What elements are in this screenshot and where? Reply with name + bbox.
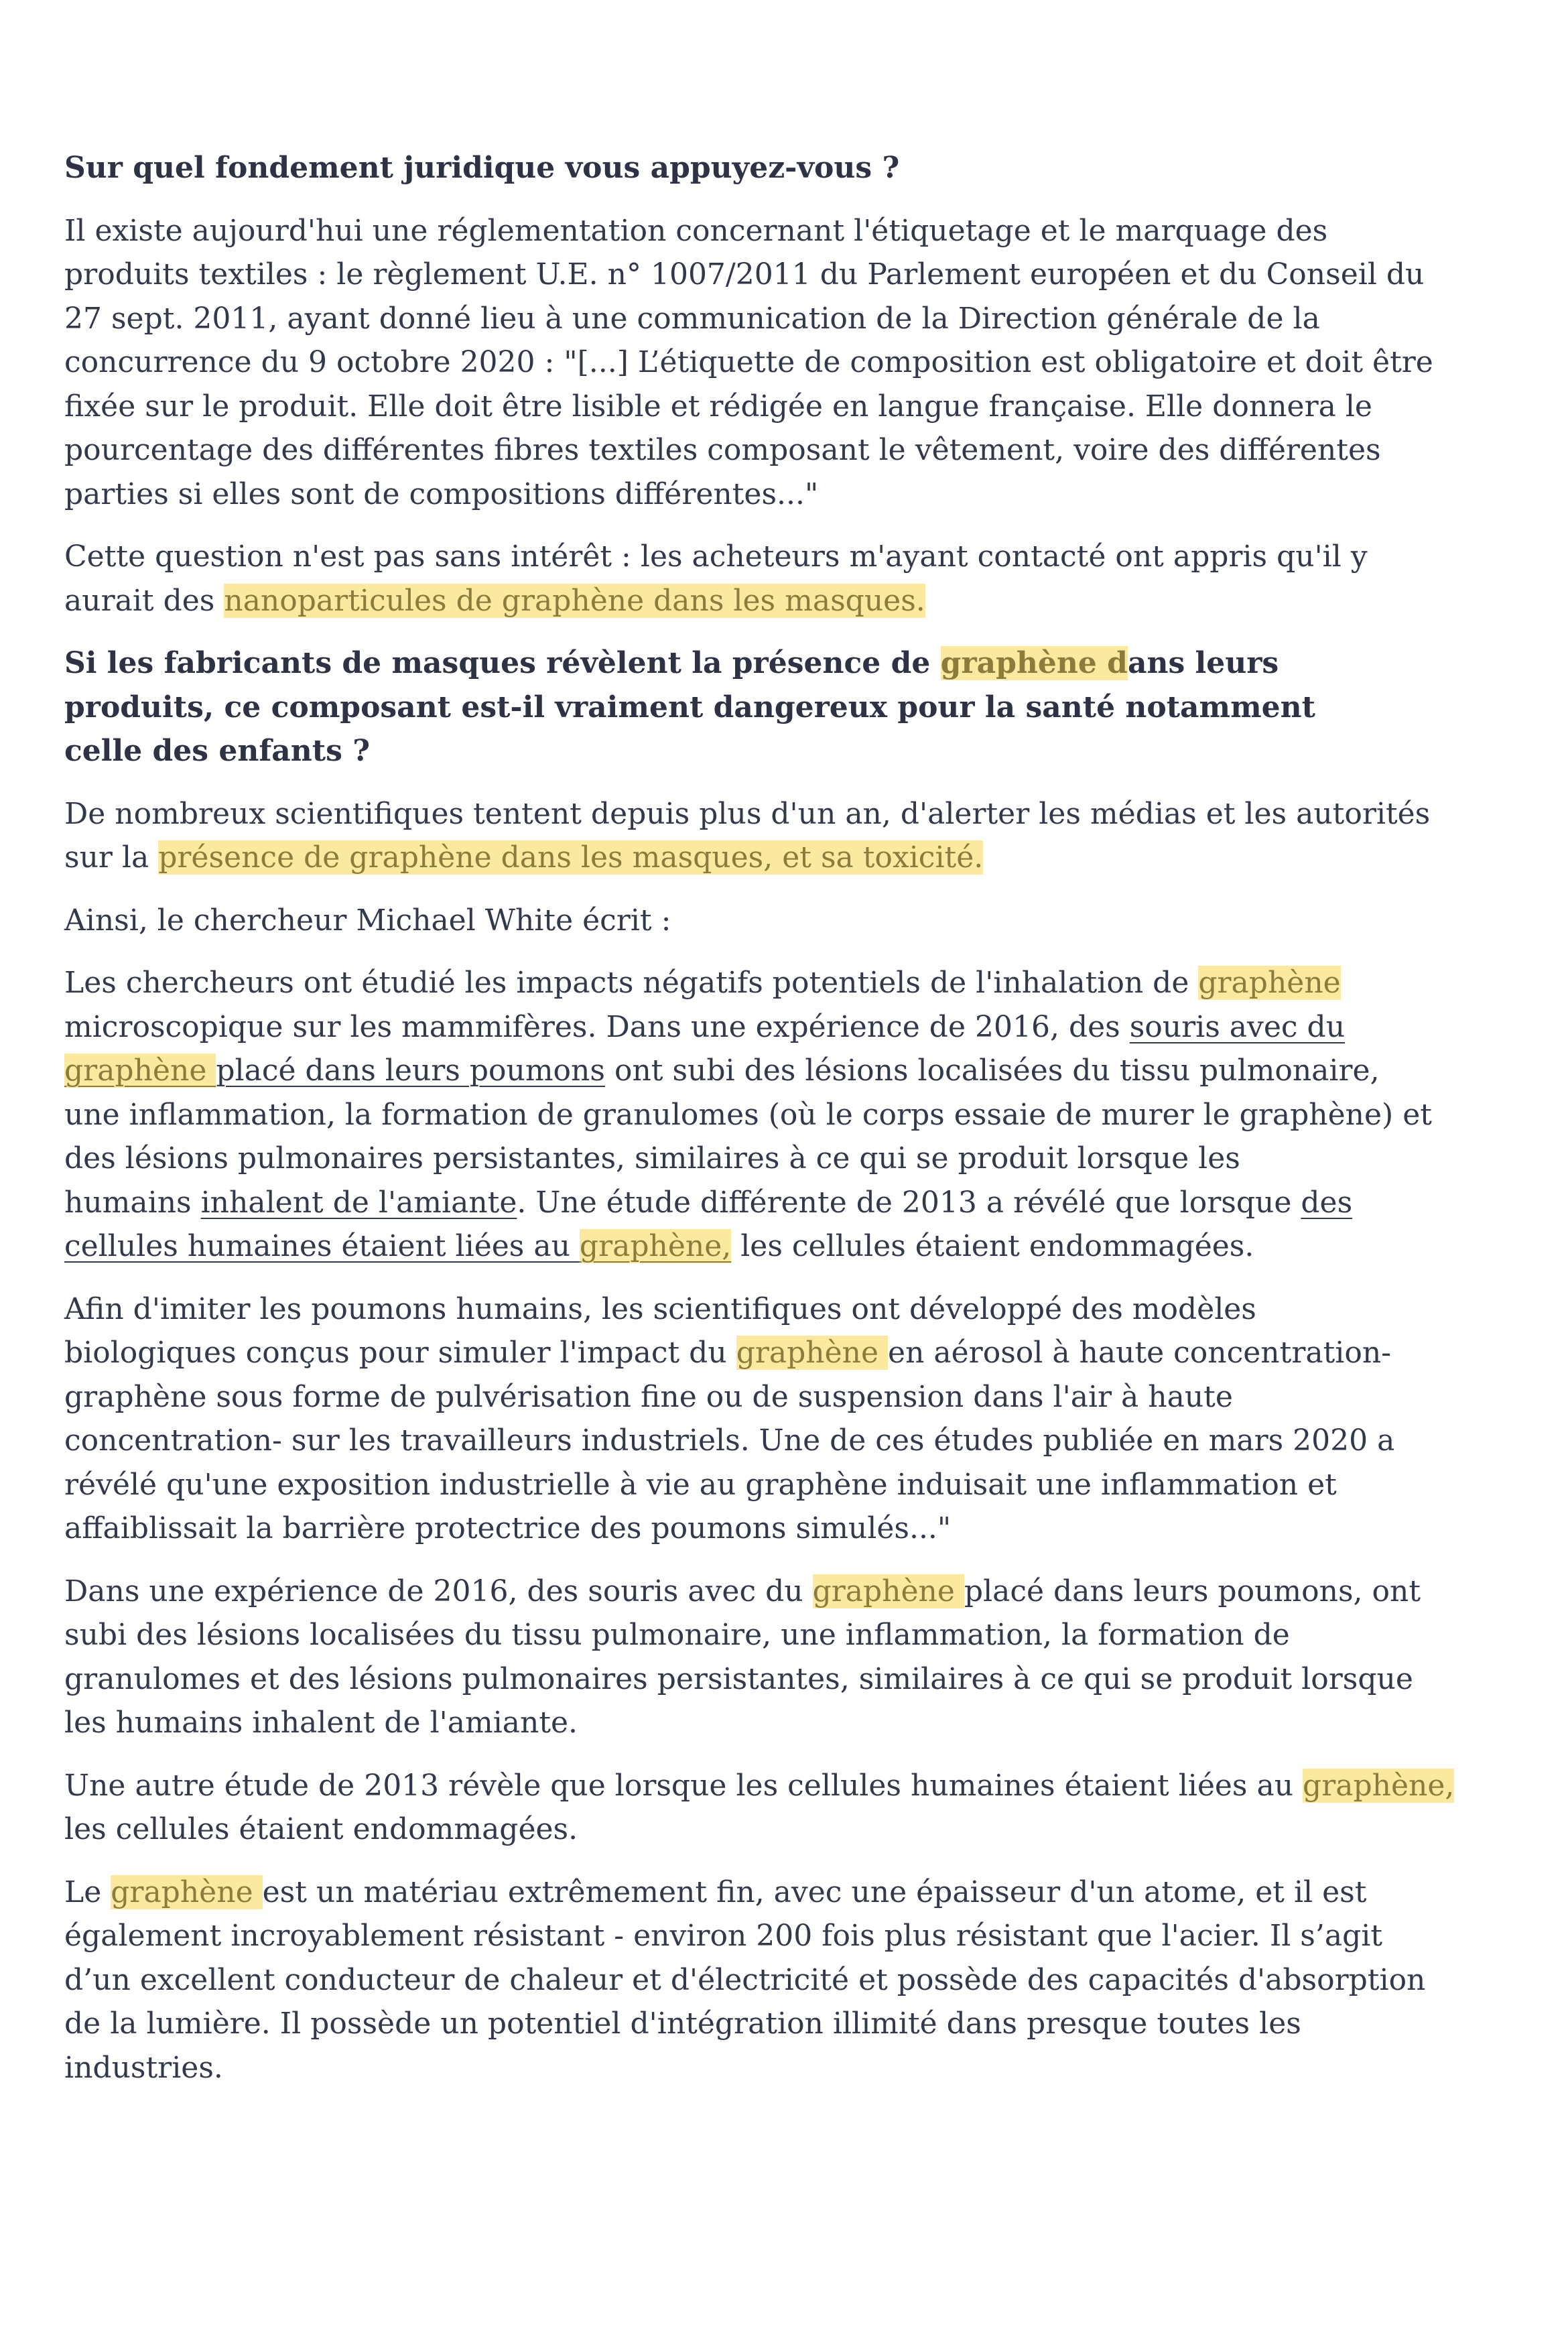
text-line: granulomes et des lésions pulmonaires persistantes, similaires à ce qui se produit lorsque — [64, 1661, 1413, 1696]
text-line — [64, 1570, 1431, 1614]
link-mice-study[interactable]: souris avec du — [1129, 1009, 1346, 1044]
text-line: industries. — [64, 2050, 223, 2085]
text-run: Dans une expérience de 2016, des souris avec du — [64, 1574, 813, 1608]
text-line: affaiblissait la barrière protectrice des poumons simulés..." — [64, 1511, 952, 1545]
paragraph-regulation — [64, 209, 1431, 517]
text-run: Une autre étude de 2013 révèle que lorsque les cellules humaines étaient liées au — [64, 1768, 1303, 1803]
highlighted-text: graphène — [736, 1336, 889, 1370]
text-line: 27 sept. 2011, ayant donné lieu à une communication de la Direction générale de la — [64, 301, 1320, 336]
text-run: sur la — [64, 840, 159, 875]
text-line — [64, 961, 1431, 1005]
text-line — [64, 836, 1431, 880]
text-line: subi des lésions localisées du tissu pulmonaire, une inflammation, la formation de — [64, 1618, 1290, 1652]
paragraph-buyers — [64, 535, 1431, 623]
text-line — [64, 1764, 1455, 1808]
text-run: aurait des — [64, 583, 224, 618]
text-run: humains — [64, 1185, 201, 1220]
text-line: Il existe aujourd'hui une réglementation concernant l'étiquetage et le marquage des — [64, 213, 1328, 248]
heading-line: celle des enfants ? — [64, 734, 370, 768]
paragraph-2013-study — [64, 1764, 1455, 1852]
text-line — [64, 1870, 1431, 1915]
section-heading-danger — [64, 641, 1431, 773]
heading-line: produits, ce composant est-il vraiment dangereux pour la santé notamment — [64, 690, 1315, 724]
text-run: est un matériau extrêmement fin, avec une épaisseur d'un atome, et il est — [262, 1875, 1367, 1909]
text-line: fixée sur le produit. Elle doit être lisible et rédigée en langue française. Elle donnera le — [64, 389, 1372, 424]
text-line: également incroyablement résistant - environ 200 fois plus résistant que l'acier. Il s’agit — [64, 1919, 1383, 1953]
heading-line — [64, 641, 1431, 686]
text-line: d’un excellent conducteur de chaleur et d'électricité et possède des capacités d'absorption — [64, 1962, 1426, 1997]
text-line — [64, 1224, 1431, 1269]
text-line — [64, 1181, 1431, 1225]
text-line: les humains inhalent de l'amiante. — [64, 1706, 578, 1740]
text-run: les cellules étaient endommagées. — [731, 1229, 1254, 1263]
highlighted-text: graphène — [1198, 966, 1341, 1000]
text-line: les cellules étaient endommagées. — [64, 1812, 578, 1846]
paragraph-scientists — [64, 792, 1431, 880]
text-line: une inflammation, la formation de granulomes (où le corps essaie de murer le graphène) et — [64, 1097, 1432, 1132]
text-run: biologiques conçus pour simuler l'impact du — [64, 1336, 736, 1370]
link-human-cells-highlighted[interactable]: graphène, — [579, 1229, 732, 1263]
paragraph-quote-intro — [64, 899, 1431, 943]
link-mice-study-highlighted[interactable]: graphène — [64, 1054, 216, 1088]
text-line: De nombreux scientifiques tentent depuis plus d'un an, d'alerter les médias et les autorités — [64, 796, 1431, 831]
text-run: Le — [64, 1875, 111, 1909]
text-line — [64, 1331, 1431, 1375]
highlighted-text: graphène — [812, 1574, 964, 1608]
text-line: Cette question n'est pas sans intérêt : les acheteurs m'ayant contacté ont appris qu'il y — [64, 539, 1368, 574]
text-line: parties si elles sont de compositions différentes..." — [64, 476, 819, 511]
text-line: concurrence du 9 octobre 2020 : "[...] L’étiquette de composition est obligatoire et doit être — [64, 345, 1433, 379]
text-run: en aérosol à haute concentration- — [888, 1336, 1392, 1370]
text-line: pourcentage des différentes fibres textiles composant le vêtement, voire des différentes — [64, 433, 1381, 467]
text-run: Si les fabricants de masques révèlent la présence de — [64, 646, 941, 680]
text-run: ont subi des lésions localisées du tissu pulmonaire, — [604, 1054, 1380, 1088]
highlighted-text: graphène d — [940, 646, 1128, 680]
highlighted-text: graphène, — [1303, 1768, 1455, 1803]
text-run: microscopique sur les mammifères. Dans une expérience de 2016, des — [64, 1009, 1130, 1044]
text-run: placé dans leurs poumons, ont — [964, 1574, 1421, 1608]
paragraph-graphene-properties — [64, 1870, 1431, 2090]
text-line: Afin d'imiter les poumons humains, les scientifiques ont développé des modèles — [64, 1291, 1256, 1326]
paragraph-research-impacts — [64, 961, 1431, 1269]
text-line: produits textiles : le règlement U.E. n° 1007/2011 du Parlement européen et du Conseil du — [64, 257, 1425, 292]
document-page — [64, 146, 1455, 2108]
text-line — [64, 1049, 1431, 1093]
text-line: révélé qu'une exposition industrielle à vie au graphène induisait une inflammation et — [64, 1467, 1337, 1502]
highlighted-text: nanoparticules de graphène dans les masques. — [224, 583, 925, 618]
text-line: concentration- sur les travailleurs industriels. Une de ces études publiée en mars 2020 a — [64, 1423, 1395, 1458]
link-human-cells[interactable]: des — [1301, 1185, 1353, 1220]
text-run: . Une étude différente de 2013 a révélé que lorsque — [517, 1185, 1301, 1220]
text-line: des lésions pulmonaires persistantes, similaires à ce qui se produit lorsque les — [64, 1141, 1240, 1176]
text-run: Les chercheurs ont étudié les impacts négatifs potentiels de l'inhalation de — [64, 966, 1199, 1000]
section-heading-legal-basis — [64, 146, 1431, 190]
link-mice-study-cont[interactable]: placé dans leurs poumons — [216, 1054, 605, 1088]
highlighted-text: graphène — [111, 1875, 263, 1909]
heading-line: Sur quel fondement juridique vous appuyez-vous ? — [64, 151, 900, 185]
text-line — [64, 1005, 1431, 1050]
link-human-cells-cont[interactable]: cellules humaines étaient liées au — [64, 1229, 580, 1263]
link-asbestos[interactable]: inhalent de l'amiante — [200, 1185, 517, 1220]
text-line — [64, 579, 1431, 623]
paragraph-lung-models — [64, 1287, 1431, 1551]
text-line: Ainsi, le chercheur Michael White écrit : — [64, 903, 671, 938]
text-run: ans leurs — [1127, 646, 1279, 680]
highlighted-text: présence de graphène dans les masques, et sa toxicité. — [158, 840, 984, 875]
text-line: graphène sous forme de pulvérisation fine ou de suspension dans l'air à haute — [64, 1379, 1233, 1414]
text-line: de la lumière. Il possède un potentiel d'intégration illimité dans presque toutes les — [64, 2007, 1301, 2041]
paragraph-2016-experiment — [64, 1570, 1431, 1745]
